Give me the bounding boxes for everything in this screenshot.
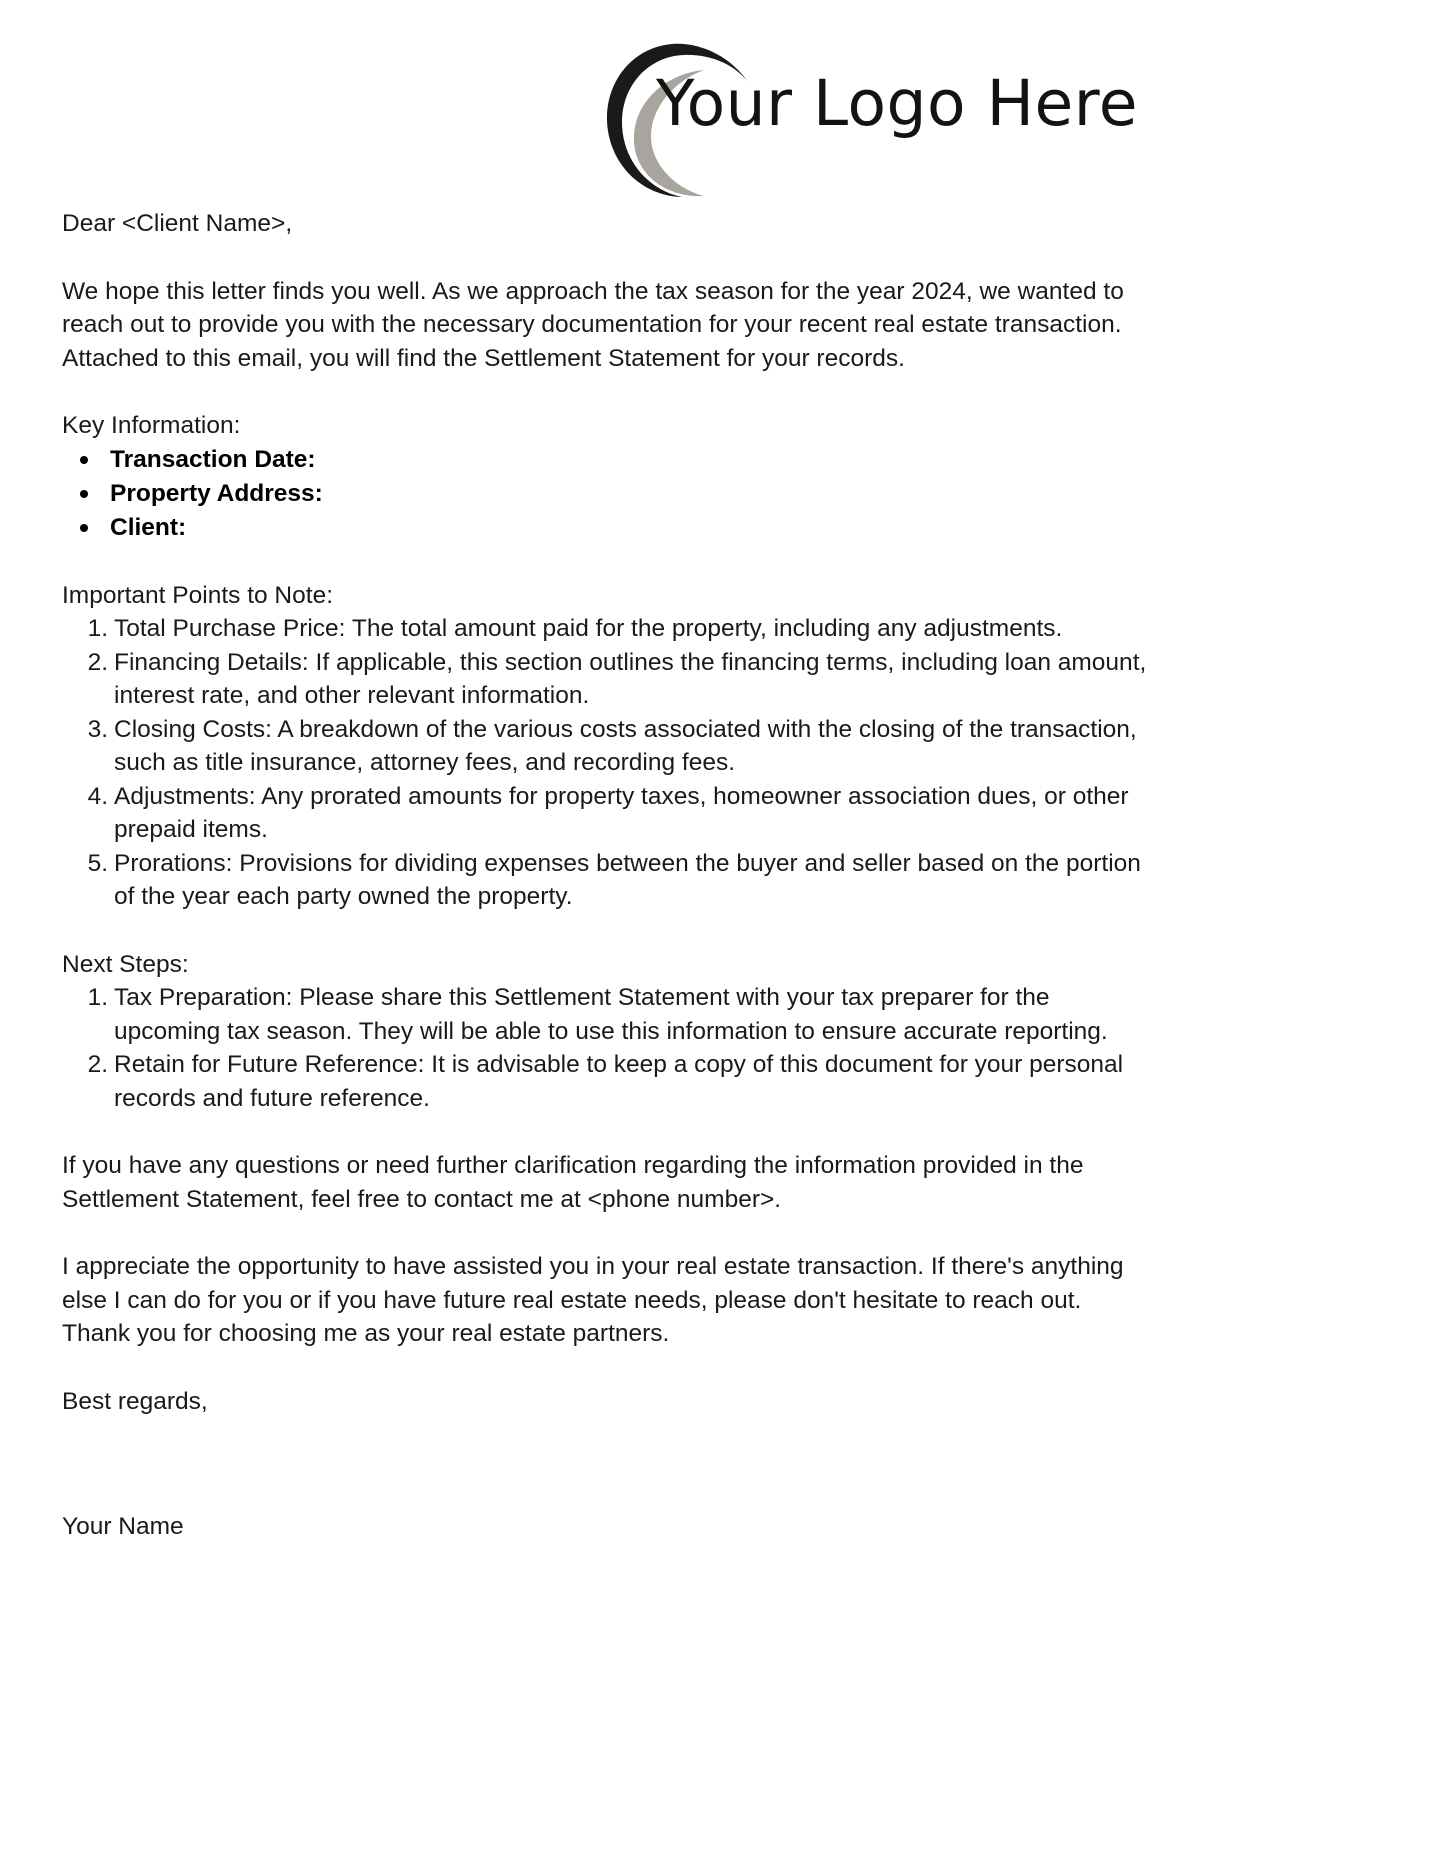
bullet-icon [80,456,88,464]
important-points-item-text: Closing Costs: A breakdown of the various costs associated with the closing of the transaction, such as title insurance, attorney fees, and recording fees. [114,715,1137,776]
list-item [62,981,1162,1048]
letter-body [62,207,1162,1568]
spacer [62,545,1162,579]
important-points-item-text: Adjustments: Any prorated amounts for property taxes, homeowner association dues, or other prepaid items. [114,782,1129,843]
spacer [62,375,1162,409]
list-item [62,1048,1162,1115]
sign-off: Best regards, [62,1387,208,1415]
list-item [62,477,1162,511]
key-information-item-label: Transaction Date: [110,445,316,473]
list-marker: 1. [87,984,108,1011]
bullet-icon [80,490,88,498]
list-item [62,511,1162,545]
spacer [62,1351,1162,1385]
next-steps-heading: Next Steps: [62,950,189,978]
spacer [62,1216,1162,1250]
logo-block [596,34,1139,202]
spacer [62,1115,1162,1149]
signature-name: Your Name [62,1512,184,1540]
closing-paragraph: I appreciate the opportunity to have assisted you in your real estate transaction. If there's anything else I can do for you or if you have future real estate needs, please don't hesitate to reach out. [62,1253,1124,1314]
next-steps-list [62,981,1162,1115]
bullet-icon [80,524,88,532]
list-item [62,443,1162,477]
logo-text: Your Logo Here [656,67,1139,140]
list-marker: 2. [87,1051,108,1078]
salutation: Dear <Client Name>, [62,210,293,237]
list-item [62,780,1162,847]
important-points-heading: Important Points to Note: [62,581,333,609]
spacer [62,914,1162,948]
key-information-list [62,443,1162,545]
important-points-item-text: Total Purchase Price: The total amount paid for the property, including any adjustments. [114,615,1063,642]
list-item [62,612,1162,646]
key-information-item-label: Client: [110,513,187,541]
key-information-heading: Key Information: [62,412,241,439]
list-marker: 3. [87,715,108,743]
list-marker: 2. [87,648,108,676]
list-marker: 5. [87,849,108,877]
key-information-item-label: Property Address: [110,479,323,507]
next-steps-item-text: Retain for Future Reference: It is advisable to keep a copy of this document for your personal records and future reference. [114,1051,1124,1112]
thank-you-line: Thank you for choosing me as your real estate partners. [62,1320,670,1347]
list-item [62,646,1162,713]
important-points-list [62,612,1162,914]
next-steps-item-text: Tax Preparation: Please share this Settlement Statement with your tax preparer for the upcoming tax season. They will be able to use this information to ensure accurate reporting. [114,984,1108,1045]
list-item [62,847,1162,914]
spacer [62,1418,1162,1452]
spacer [62,241,1162,275]
list-item [62,713,1162,780]
spacer [62,1452,1162,1485]
list-marker: 4. [87,782,108,810]
intro-paragraph: We hope this letter finds you well. As we approach the tax season for the year 2024, we wanted to reach out to provide you with the necessary documentation for your recent real estate transaction. Attached to this email, you will find the Settlement Statement for your records. [62,277,1124,372]
contact-paragraph: If you have any questions or need further clarification regarding the information provided in the Settlement Statement, feel free to contact me at <phone number>. [62,1152,1084,1213]
important-points-item-text: Financing Details: If applicable, this section outlines the financing terms, including loan amount, interest rate, and other relevant information. [114,648,1147,709]
letterhead [0,34,1445,204]
important-points-item-text: Prorations: Provisions for dividing expenses between the buyer and seller based on the portion of the year each party owned the property. [114,849,1141,910]
list-marker: 1. [87,615,108,642]
